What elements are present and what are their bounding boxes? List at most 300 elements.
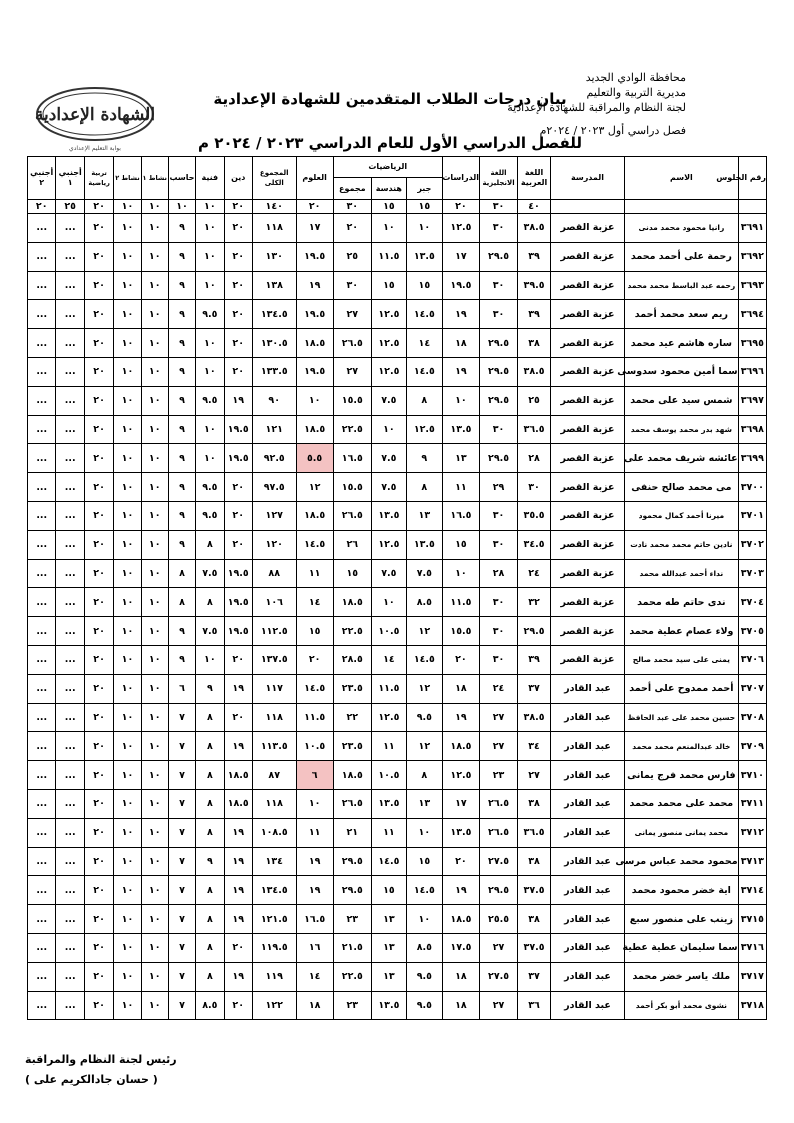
mark-cell: ١٠ xyxy=(141,991,168,1020)
mark-cell: ... xyxy=(28,588,56,617)
student-name-cell: سما أمين محمود سدوسى xyxy=(625,357,739,386)
svg-text:بوابة التعليم الإعدادي: بوابة التعليم الإعدادي xyxy=(69,145,121,152)
mark-cell: ١٠ xyxy=(141,674,168,703)
mark-cell: ٧ xyxy=(168,876,195,905)
mark-cell: ١٠ xyxy=(114,789,141,818)
mark-cell: ٩.٥ xyxy=(406,991,442,1020)
school-cell: عزبة القصر xyxy=(550,386,624,415)
school-cell: عزبة القصر xyxy=(550,242,624,271)
student-name-cell: سما سليمان عطية عطية xyxy=(625,933,739,962)
mark-cell: ١٢.٥ xyxy=(371,703,406,732)
mark-cell: ٢٠ xyxy=(84,991,113,1020)
mark-cell: ... xyxy=(28,617,56,646)
school-cell: عبد القادر xyxy=(550,761,624,790)
mark-cell: ... xyxy=(28,501,56,530)
mark-cell: ٣٢ xyxy=(518,588,551,617)
mark-cell: ٩ xyxy=(196,674,224,703)
school-cell: عزبة القصر xyxy=(550,415,624,444)
mark-cell: ... xyxy=(56,588,84,617)
mark-cell: ١٠ xyxy=(196,645,224,674)
mark-cell: ٩ xyxy=(168,617,195,646)
mark-cell: ٧.٥ xyxy=(371,444,406,473)
mark-cell: ١١٩.٥ xyxy=(252,933,296,962)
mark-cell: ١١٨ xyxy=(252,214,296,243)
mark-cell: ... xyxy=(28,271,56,300)
col-religion: دين xyxy=(224,157,252,200)
mark-cell: ٢٧ xyxy=(518,761,551,790)
mark-cell: ١٣ xyxy=(442,444,479,473)
mark-cell: ٩ xyxy=(168,214,195,243)
seat-number-cell: ٣٧٠٥ xyxy=(738,617,766,646)
mark-cell: ١٣ xyxy=(406,501,442,530)
table-row xyxy=(28,674,767,703)
table-row xyxy=(28,905,767,934)
col-arabic: اللغة العربية xyxy=(518,157,551,200)
mark-cell: ١٠ xyxy=(114,357,141,386)
mark-cell: ٢٧.٥ xyxy=(479,962,517,991)
mark-cell: ١١ xyxy=(442,473,479,502)
mark-cell: ١٠ xyxy=(114,300,141,329)
mark-cell: ... xyxy=(28,242,56,271)
mark-cell: ٣٠ xyxy=(479,617,517,646)
mark-cell: ١٢.٥ xyxy=(406,415,442,444)
mark-cell: ١٥ xyxy=(333,559,371,588)
mark-cell: ... xyxy=(56,674,84,703)
student-name-cell: ملك ياسر خضر محمد xyxy=(625,962,739,991)
mark-cell: ٨ xyxy=(196,962,224,991)
mark-cell: ٢٧ xyxy=(333,300,371,329)
mark-cell: ٨.٥ xyxy=(406,933,442,962)
mark-cell: ١٠ xyxy=(114,847,141,876)
mark-cell: ... xyxy=(28,732,56,761)
mark-cell: ... xyxy=(28,703,56,732)
mark-cell: ٢٩.٥ xyxy=(479,242,517,271)
mark-cell: ٢٠ xyxy=(84,271,113,300)
seat-number-cell: ٣٧٠٣ xyxy=(738,559,766,588)
mark-cell: ١٠ xyxy=(141,357,168,386)
mark-cell: ١٠ xyxy=(114,242,141,271)
mark-cell: ٢٦.٥ xyxy=(333,789,371,818)
mark-cell: ٢٩ xyxy=(479,473,517,502)
mark-cell: ١٠ xyxy=(141,818,168,847)
mark-cell: ٢٠ xyxy=(224,357,252,386)
school-cell: عزبة القصر xyxy=(550,444,624,473)
mark-cell: ١٠ xyxy=(442,559,479,588)
mark-cell: ٨ xyxy=(168,588,195,617)
table-row xyxy=(28,473,767,502)
page-title: بيان درجات الطلاب المتقدمين للشهادة الإعدادية xyxy=(213,90,567,108)
mark-cell: ... xyxy=(56,300,84,329)
mark-cell: ٣٨.٥ xyxy=(518,357,551,386)
logo-seal xyxy=(30,78,160,154)
mark-cell: ١٢ xyxy=(406,732,442,761)
mark-cell: ٩٧.٥ xyxy=(252,473,296,502)
mark-cell: ١٣ xyxy=(406,789,442,818)
student-name-cell: أحمد ممدوح على أحمد xyxy=(625,674,739,703)
mark-cell: ١٠٦ xyxy=(252,588,296,617)
mark-cell: ... xyxy=(56,818,84,847)
mark-cell: ... xyxy=(28,300,56,329)
seat-number-cell: ٣٧٠٤ xyxy=(738,588,766,617)
mark-cell: ١١ xyxy=(296,818,333,847)
mark-cell: ١٠ xyxy=(114,905,141,934)
mark-cell: ٨٧ xyxy=(252,761,296,790)
student-name-cell: اية خضر محمود محمد xyxy=(625,876,739,905)
mark-cell: ... xyxy=(56,933,84,962)
mark-cell: ٩ xyxy=(168,271,195,300)
mark-cell: ٢٣ xyxy=(333,991,371,1020)
mark-cell: ١٣.٥ xyxy=(406,530,442,559)
mark-cell: ١٩.٥ xyxy=(224,415,252,444)
max-mark-cell: ١٠ xyxy=(196,200,224,214)
table-row xyxy=(28,530,767,559)
col-computer: حاسب xyxy=(168,157,195,200)
mark-cell: ٧.٥ xyxy=(406,559,442,588)
school-cell: عبد القادر xyxy=(550,962,624,991)
mark-cell: ... xyxy=(28,444,56,473)
mark-cell: ١٠ xyxy=(141,444,168,473)
school-cell: عبد القادر xyxy=(550,991,624,1020)
mark-cell: ٨ xyxy=(406,473,442,502)
mark-cell: ٩.٥ xyxy=(406,962,442,991)
mark-cell: ١٣.٥ xyxy=(442,818,479,847)
table-row xyxy=(28,789,767,818)
mark-cell: ... xyxy=(56,703,84,732)
mark-cell: ... xyxy=(28,530,56,559)
mark-cell: ... xyxy=(28,876,56,905)
mark-cell: ٧.٥ xyxy=(371,386,406,415)
table-row xyxy=(28,501,767,530)
mark-cell: ١٠ xyxy=(114,732,141,761)
max-marks-row xyxy=(28,200,767,214)
max-mark-cell: ٢٠ xyxy=(84,200,113,214)
mark-cell: ٢٧.٥ xyxy=(479,847,517,876)
mark-cell: ٢٩.٥ xyxy=(333,876,371,905)
mark-cell: ... xyxy=(28,329,56,358)
student-name-cell: زينب على منصور سبع xyxy=(625,905,739,934)
mark-cell: ١٠ xyxy=(196,415,224,444)
mark-cell: ٦ xyxy=(168,674,195,703)
mark-cell: ٢٠ xyxy=(84,933,113,962)
mark-cell: ١٢ xyxy=(406,617,442,646)
mark-cell: ١٠ xyxy=(141,386,168,415)
mark-cell: ... xyxy=(28,905,56,934)
school-cell: عزبة القصر xyxy=(550,214,624,243)
student-name-cell: ريم سعد محمد أحمد xyxy=(625,300,739,329)
svg-text:الشهادة الإعدادية: الشهادة الإعدادية xyxy=(34,105,156,125)
student-name-cell: رحمة على أحمد محمد xyxy=(625,242,739,271)
mark-cell: ٩ xyxy=(168,645,195,674)
mark-cell: ٢٠ xyxy=(84,300,113,329)
mark-cell: ١٠ xyxy=(141,530,168,559)
seat-number-cell: ٣٧١٨ xyxy=(738,991,766,1020)
mark-cell: ٢٠ xyxy=(84,674,113,703)
mark-cell: ١٢٧ xyxy=(252,501,296,530)
mark-cell: ٨ xyxy=(196,905,224,934)
mark-cell: ١٩ xyxy=(224,732,252,761)
mark-cell: ٨.٥ xyxy=(406,588,442,617)
mark-cell: ١٩ xyxy=(224,818,252,847)
mark-cell: ... xyxy=(56,271,84,300)
mark-cell: ٢٠ xyxy=(224,473,252,502)
mark-cell: ١٤.٥ xyxy=(371,847,406,876)
mark-cell: ٢٥ xyxy=(333,242,371,271)
mark-cell: ١٠ xyxy=(141,501,168,530)
mark-cell: ١٩.٥ xyxy=(224,559,252,588)
mark-cell: ١٠ xyxy=(371,415,406,444)
mark-cell: ٨ xyxy=(196,703,224,732)
school-cell: عزبة القصر xyxy=(550,329,624,358)
mark-cell: ٢٦.٥ xyxy=(479,818,517,847)
mark-cell: ٣٠ xyxy=(479,214,517,243)
student-name-cell: شمس سيد على محمد xyxy=(625,386,739,415)
mark-cell: ٩٢.٥ xyxy=(252,444,296,473)
mark-cell: ... xyxy=(28,761,56,790)
seat-number-cell: ٣٧١٣ xyxy=(738,847,766,876)
mark-cell: ٣٧ xyxy=(518,962,551,991)
school-cell: عزبة القصر xyxy=(550,588,624,617)
mark-cell: ٢٠ xyxy=(84,242,113,271)
mark-cell: ١١ xyxy=(371,818,406,847)
col-activity2: نشاط ٢ xyxy=(114,157,141,200)
mark-cell: ٧.٥ xyxy=(196,617,224,646)
col-activity1: نشاط ١ xyxy=(141,157,168,200)
seat-number-cell: ٣٦٩٦ xyxy=(738,357,766,386)
mark-cell: ١٠ xyxy=(196,329,224,358)
mark-cell: ١٨.٥ xyxy=(442,905,479,934)
mark-cell: ... xyxy=(28,674,56,703)
mark-cell: ٢٣ xyxy=(333,905,371,934)
school-cell: عبد القادر xyxy=(550,789,624,818)
signature-role: رئيس لجنة النظام والمراقبة xyxy=(25,1053,177,1066)
seat-number-cell: ٣٧٠٢ xyxy=(738,530,766,559)
mark-cell: ٦ xyxy=(296,761,333,790)
mark-cell: ... xyxy=(56,242,84,271)
mark-cell: ٧ xyxy=(168,818,195,847)
mark-cell: ١٤.٥ xyxy=(296,674,333,703)
mark-cell: ١٠ xyxy=(114,415,141,444)
mark-cell: ١٠ xyxy=(141,242,168,271)
mark-cell: ١٨ xyxy=(296,991,333,1020)
mark-cell: ١٠ xyxy=(114,876,141,905)
mark-cell: ٧.٥ xyxy=(371,473,406,502)
mark-cell: ١٠ xyxy=(141,329,168,358)
mark-cell: ١٠ xyxy=(141,847,168,876)
mark-cell: ١١.٥ xyxy=(371,242,406,271)
mark-cell: ... xyxy=(56,617,84,646)
mark-cell: ١٩.٥ xyxy=(224,444,252,473)
max-empty-cell xyxy=(738,200,766,214)
school-cell: عزبة القصر xyxy=(550,300,624,329)
mark-cell: ٣٩.٥ xyxy=(518,271,551,300)
mark-cell: ١١٨ xyxy=(252,789,296,818)
max-mark-cell: ١٠ xyxy=(168,200,195,214)
mark-cell: ١١٩ xyxy=(252,962,296,991)
col-foreign1: أجنبي ١ xyxy=(56,157,84,200)
mark-cell: ٩٠ xyxy=(252,386,296,415)
mark-cell: ٩ xyxy=(168,444,195,473)
mark-cell: ٣٠ xyxy=(479,300,517,329)
mark-cell: ٢٧ xyxy=(479,933,517,962)
mark-cell: ٢٦ xyxy=(333,530,371,559)
mark-cell: ٢٠ xyxy=(224,530,252,559)
mark-cell: ... xyxy=(56,444,84,473)
max-mark-cell: ٢٠ xyxy=(442,200,479,214)
mark-cell: ... xyxy=(28,789,56,818)
student-name-cell: نداء أحمد عبدالله محمد xyxy=(625,559,739,588)
mark-cell: ... xyxy=(56,905,84,934)
mark-cell: ٩ xyxy=(168,357,195,386)
mark-cell: ١٣٠ xyxy=(252,242,296,271)
mark-cell: ١٢.٥ xyxy=(371,530,406,559)
mark-cell: ٣٦ xyxy=(518,991,551,1020)
mark-cell: ٢٠ xyxy=(84,386,113,415)
mark-cell: ٩ xyxy=(196,847,224,876)
max-empty-cell xyxy=(625,200,739,214)
mark-cell: ٣٠ xyxy=(479,271,517,300)
school-cell: عبد القادر xyxy=(550,818,624,847)
mark-cell: ١٠.٥ xyxy=(371,761,406,790)
mark-cell: ١٠ xyxy=(114,329,141,358)
mark-cell: ٢٠ xyxy=(224,242,252,271)
mark-cell: ٣٨ xyxy=(518,847,551,876)
authority-block xyxy=(486,70,686,138)
mark-cell: ٩ xyxy=(406,444,442,473)
mark-cell: ٢٩.٥ xyxy=(333,847,371,876)
table-row xyxy=(28,242,767,271)
mark-cell: ١٤.٥ xyxy=(406,876,442,905)
mark-cell: ١٠ xyxy=(114,386,141,415)
mark-cell: ١٦ xyxy=(296,933,333,962)
mark-cell: ١٠ xyxy=(114,214,141,243)
student-name-cell: رحمه عبد الباسط محمد محمد xyxy=(625,271,739,300)
mark-cell: ١٠ xyxy=(114,818,141,847)
mark-cell: ١١ xyxy=(371,732,406,761)
mark-cell: ٣٨ xyxy=(518,789,551,818)
school-cell: عبد القادر xyxy=(550,703,624,732)
mark-cell: ١٩ xyxy=(224,962,252,991)
table-row xyxy=(28,703,767,732)
seat-number-cell: ٣٦٩١ xyxy=(738,214,766,243)
mark-cell: ... xyxy=(28,357,56,386)
mark-cell: ١٩ xyxy=(442,300,479,329)
school-cell: عزبة القصر xyxy=(550,645,624,674)
mark-cell: ١٧ xyxy=(296,214,333,243)
table-row xyxy=(28,818,767,847)
mark-cell: ١٠ xyxy=(141,617,168,646)
mark-cell: ٢٧ xyxy=(479,732,517,761)
mark-cell: ٨.٥ xyxy=(196,991,224,1020)
mark-cell: ١٠ xyxy=(141,214,168,243)
mark-cell: ١٤.٥ xyxy=(406,300,442,329)
mark-cell: ... xyxy=(56,357,84,386)
mark-cell: ٢٠ xyxy=(84,473,113,502)
mark-cell: ٨ xyxy=(196,818,224,847)
mark-cell: ٢٧ xyxy=(479,703,517,732)
mark-cell: ١٠ xyxy=(114,501,141,530)
mark-cell: ٧.٥ xyxy=(371,559,406,588)
col-foreign2: أجنبي ٢ xyxy=(28,157,56,200)
mark-cell: ٢٩.٥ xyxy=(479,876,517,905)
col-geometry: هندسة xyxy=(371,178,406,200)
mark-cell: ٣٤ xyxy=(518,732,551,761)
mark-cell: ٢٤ xyxy=(518,559,551,588)
mark-cell: ... xyxy=(28,386,56,415)
mark-cell: ... xyxy=(28,962,56,991)
mark-cell: ٨ xyxy=(168,559,195,588)
mark-cell: ١٩ xyxy=(296,271,333,300)
mark-cell: ٢٠ xyxy=(84,530,113,559)
student-name-cell: ساره هاشم عيد محمد xyxy=(625,329,739,358)
mark-cell: ١٩ xyxy=(224,876,252,905)
max-mark-cell: ١٠ xyxy=(141,200,168,214)
student-name-cell: محمد على محمد محمد xyxy=(625,789,739,818)
mark-cell: ٧ xyxy=(168,962,195,991)
student-name-cell: مى محمد صالح حنفى xyxy=(625,473,739,502)
mark-cell: ١٦.٥ xyxy=(333,444,371,473)
mark-cell: ١٥ xyxy=(442,530,479,559)
school-cell: عزبة القصر xyxy=(550,271,624,300)
seat-number-cell: ٣٧١٦ xyxy=(738,933,766,962)
mark-cell: ١٩ xyxy=(296,847,333,876)
mark-cell: ٧ xyxy=(168,761,195,790)
mark-cell: ٧.٥ xyxy=(196,559,224,588)
mark-cell: ٢٠ xyxy=(224,214,252,243)
mark-cell: ٢٠ xyxy=(333,214,371,243)
mark-cell: ١٥ xyxy=(406,271,442,300)
mark-cell: ١٣ xyxy=(371,933,406,962)
mark-cell: ١٠ xyxy=(114,530,141,559)
student-name-cell: ميرنا أحمد كمال محمود xyxy=(625,501,739,530)
mark-cell: ١٠ xyxy=(141,645,168,674)
mark-cell: ١٩ xyxy=(224,847,252,876)
mark-cell: ١٣.٥ xyxy=(371,501,406,530)
mark-cell: ٣٩ xyxy=(518,300,551,329)
mark-cell: ١٣٣.٥ xyxy=(252,357,296,386)
mark-cell: ٢٢.٥ xyxy=(333,617,371,646)
mark-cell: ٨ xyxy=(196,789,224,818)
seat-number-cell: ٣٧٠١ xyxy=(738,501,766,530)
mark-cell: ... xyxy=(28,473,56,502)
mark-cell: ٢٠ xyxy=(84,962,113,991)
mark-cell: ١٨.٥ xyxy=(296,415,333,444)
mark-cell: ٢٩.٥ xyxy=(479,329,517,358)
school-cell: عزبة القصر xyxy=(550,530,624,559)
table-row xyxy=(28,933,767,962)
mark-cell: ٢٠ xyxy=(84,329,113,358)
signature-name: ( حسان جادالكريم على ) xyxy=(25,1073,158,1086)
mark-cell: ١٧ xyxy=(442,789,479,818)
mark-cell: ... xyxy=(56,530,84,559)
mark-cell: ١٠ xyxy=(196,357,224,386)
mark-cell: ٩.٥ xyxy=(196,473,224,502)
school-cell: عزبة القصر xyxy=(550,617,624,646)
table-row xyxy=(28,876,767,905)
mark-cell: ١٤ xyxy=(296,962,333,991)
mark-cell: ... xyxy=(56,501,84,530)
mark-cell: ١٠ xyxy=(114,674,141,703)
mark-cell: ٢٠ xyxy=(84,761,113,790)
mark-cell: ٢٣.٥ xyxy=(333,732,371,761)
mark-cell: ١٨.٥ xyxy=(224,761,252,790)
mark-cell: ٩ xyxy=(168,530,195,559)
mark-cell: ٢٦.٥ xyxy=(333,501,371,530)
mark-cell: ١٠ xyxy=(196,271,224,300)
mark-cell: ٣٩ xyxy=(518,242,551,271)
mark-cell: ٨ xyxy=(406,386,442,415)
mark-cell: ٢٠ xyxy=(84,645,113,674)
mark-cell: ٢٠ xyxy=(84,789,113,818)
